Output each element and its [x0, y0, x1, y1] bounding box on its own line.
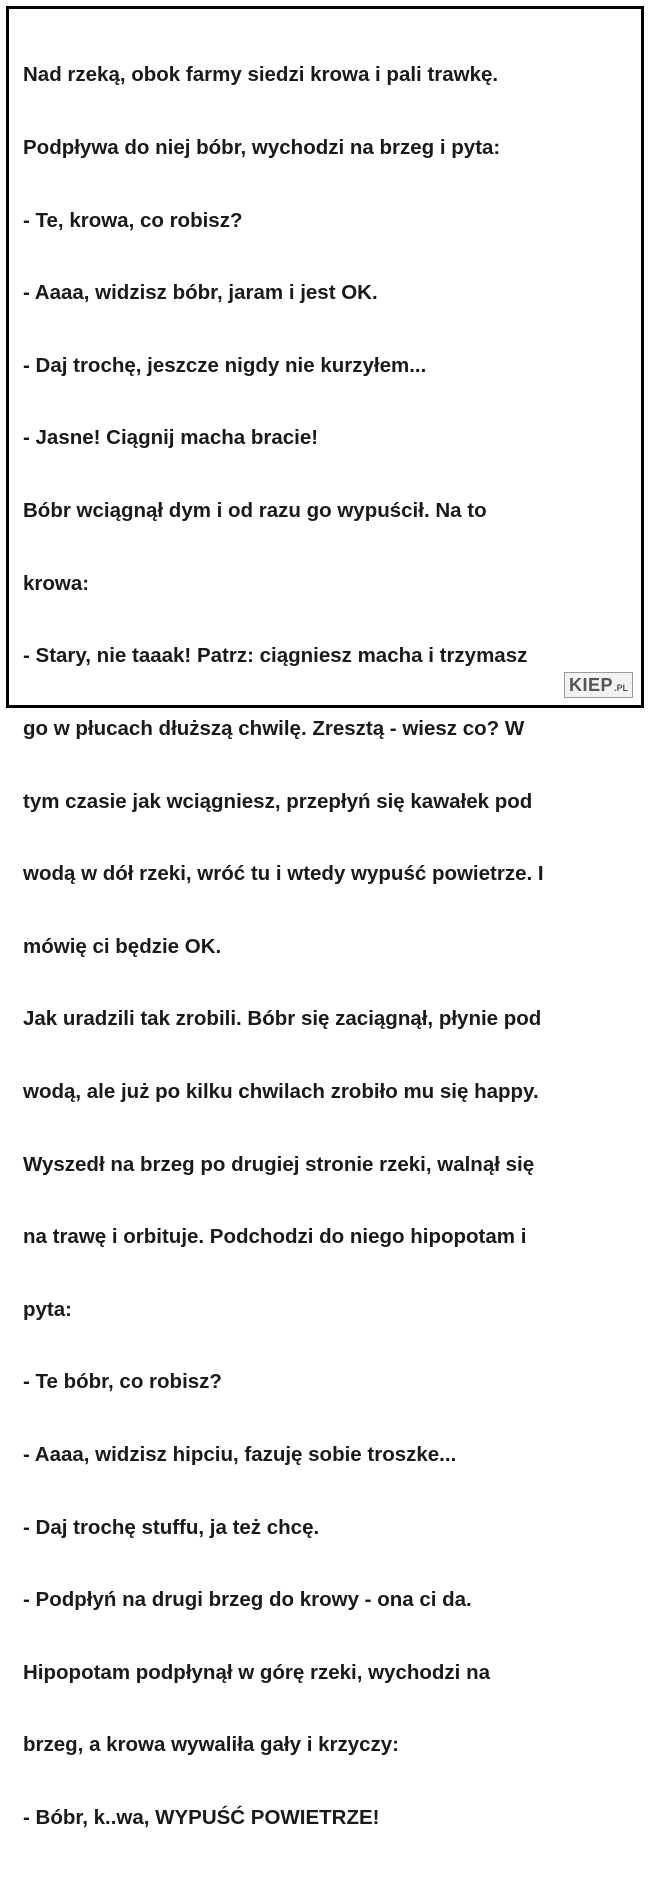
joke-line: Podpływa do niej bóbr, wychodzi na brzeg i pyta:: [23, 136, 501, 160]
kiep-logo: [564, 672, 633, 698]
joke-line: tym czasie jak wciągniesz, przepłyń się kawałek pod: [23, 789, 533, 813]
joke-line: - Aaaa, widzisz bóbr, jaram i jest OK.: [23, 281, 378, 305]
joke-line: - Stary, nie taaak! Patrz: ciągniesz macha i trzymasz: [23, 644, 528, 668]
joke-text: [23, 15, 635, 1879]
joke-line: Nad rzeką, obok farmy siedzi krowa i pali trawkę.: [23, 63, 499, 87]
joke-frame: [6, 6, 644, 1830]
joke-line: - Bóbr, k..wa, WYPUŚĆ POWIETRZE!: [23, 1806, 380, 1830]
logo-domain-text: .PL: [613, 683, 628, 693]
joke-line: Hipopotam podpłynął w górę rzeki, wychodzi na: [23, 1660, 490, 1684]
joke-line: pyta:: [23, 1297, 72, 1321]
joke-line: - Jasne! Ciągnij macha bracie!: [23, 426, 319, 450]
joke-line: - Te, krowa, co robisz?: [23, 208, 243, 232]
joke-line: - Daj trochę stuffu, ja też chcę.: [23, 1515, 320, 1539]
joke-line: Wyszedł na brzeg po drugiej stronie rzeki, walnął się: [23, 1152, 535, 1176]
joke-line: - Aaaa, widzisz hipciu, fazuję sobie troszke...: [23, 1442, 457, 1466]
joke-line: wodą w dół rzeki, wróć tu i wtedy wypuść powietrze. I: [23, 862, 544, 886]
joke-line: - Te bóbr, co robisz?: [23, 1370, 222, 1394]
joke-line: na trawę i orbituje. Podchodzi do niego hipopotam i: [23, 1225, 527, 1249]
joke-line: mówię ci będzie OK.: [23, 934, 222, 958]
logo-main-text: KIEP: [568, 674, 613, 695]
joke-line: wodą, ale już po kilku chwilach zrobiło mu się happy.: [23, 1079, 539, 1103]
joke-line: brzeg, a krowa wywaliła gały i krzyczy:: [23, 1733, 399, 1757]
joke-line: - Podpłyń na drugi brzeg do krowy - ona ci da.: [23, 1588, 472, 1612]
joke-line: Bóbr wciągnął dym i od razu go wypuścił. Na to: [23, 499, 487, 523]
joke-line: - Daj trochę, jeszcze nigdy nie kurzyłem...: [23, 353, 427, 377]
joke-line: krowa:: [23, 571, 90, 595]
joke-line: Jak uradzili tak zrobili. Bóbr się zaciągnął, płynie pod: [23, 1007, 542, 1031]
joke-line: go w płucach dłuższą chwilę. Zresztą - wiesz co? W: [23, 716, 525, 740]
